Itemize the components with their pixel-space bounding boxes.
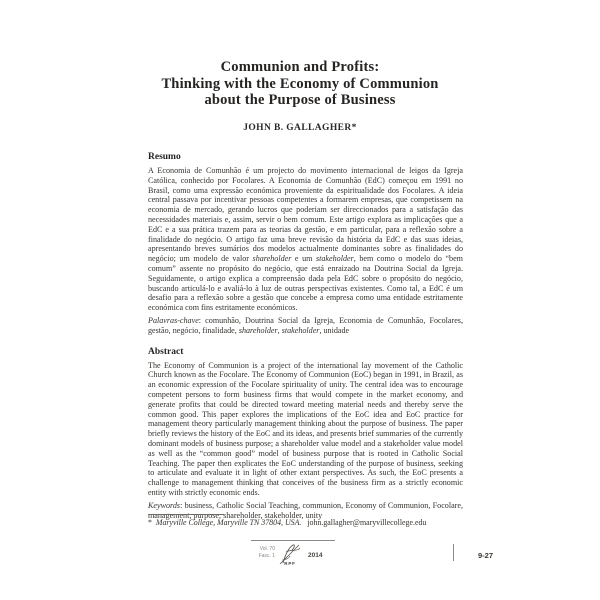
palavras-chave-line: Palavras-chave: comunhão, Doutrina Social da Igreja, Economia de Comunhão, Focolares, gestão, negócio, finalidade, shareholder, stakeholder, unidade xyxy=(148,315,463,335)
abstract-paragraph: The Economy of Communion is a project of the international lay movement of the Catholic Church known as the Focolare. The Economy of Communion (EoC) began in 1991, in Brazil, as an economic expression of the Focolare spirituality of unity. The central idea was to encourage competent persons to form business firms that would compete in the market economy, and generate profits that could be directed toward meeting material needs and thereby serve the common good. This paper explores the implications of the EoC idea and EoC practice for management theory particularly management thinking about the purpose of business. The paper briefly reviews the history of the EoC and its ideas, and presents brief summaries of the currently dominant models of business purpose; a shareholder value model and a stakeholder value model as well as the “common good” model of business purpose that is rooted in Catholic Social Teaching. The paper then explicates the EoC understanding of the purpose of business, seeking to articulate and evaluate it in light of other extant perspectives. As such, the EoC presents a challenge to management thinking that conceives of the business firm as a strictly economic entity with strictly economic ends. xyxy=(148,360,463,497)
author-name: JOHN B. GALLAGHER* xyxy=(243,123,357,133)
footnote-block xyxy=(148,514,463,528)
journal-logo xyxy=(277,543,303,566)
issue-label: Fasc. 1 xyxy=(258,552,275,559)
volume-issue xyxy=(251,543,275,559)
paper-title-line-3: about the Purpose of Business xyxy=(204,92,396,108)
pages-divider-line xyxy=(453,544,454,561)
resumo-heading: Resumo xyxy=(148,152,181,162)
paper-title-line-2: Thinking with the Economy of Communion xyxy=(161,75,439,92)
content-column xyxy=(148,152,463,520)
publication-year: 2014 xyxy=(308,552,323,559)
paper-title xyxy=(0,59,600,109)
journal-initials: RPF xyxy=(284,561,296,566)
keywords-line: Keywords: business, Catholic Social Teaching, communion, Economy of Communion, Focolare, management, purpose, shareholder, stakeholder, unity xyxy=(148,500,463,520)
footnote-separator xyxy=(148,514,224,515)
page-range: 9-27 xyxy=(478,551,494,560)
resumo-paragraph: A Economia de Comunhão é um projecto do movimento internacional de leigos da Igreja Católica, conhecido por Focolares. A Economia de Comunhão (EdC) começou em 1991 no Brasil, como uma expressão económica proveniente da espiritualidade dos Focolares. A ideia central passava por incentivar pessoas competentes a formarem empresas, que competissem na economia de mercado, gerando lucros que poderiam ser direccionados para a satisfação das necessidades materiais e, assim, servir o bem comum. Este artigo explora as implicações que a EdC e a sua prática trazem para as teorias da gestão, e em particular, para a reflexão sobre a finalidade do negócio. O artigo faz uma breve revisão da história da EdC e das suas ideias, apresentando breves sumários dos modelos actualmente dominantes sobre as finalidades do negócio; um modelo de valor shareholder e um stakeholder, bem como o modelo do “bem comum” assente no propósito do negócio, que está enraizado na Doutrina Social da Igreja. Seguidamente, o artigo explica a compreensão dada pela EdC sobre o propósito do negócio, buscando articulá-lo e avaliá-lo à luz de outras perspectivas existentes. Como tal, a EdC é um desafio para a reflexão sobre a gestão que concebe a empresa como uma entidade estritamente económica com fins estritamente económicos. xyxy=(148,166,463,313)
author-affiliation-footnote: * Maryville College, Maryville TN 37804, USA. john.gallagher@maryvillecollege.edu xyxy=(148,518,427,527)
abstract-heading: Abstract xyxy=(148,346,184,357)
paper-title-line-1: Communion and Profits: xyxy=(220,59,380,75)
journal-imprint xyxy=(251,540,335,566)
volume-label: Vol. 70 xyxy=(259,546,275,552)
